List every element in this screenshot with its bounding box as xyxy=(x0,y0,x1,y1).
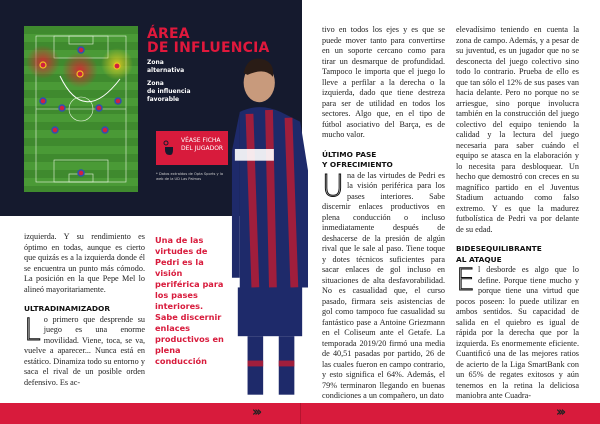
paragraph: El desborde es algo que lo define. Porque tiene mucho y porque tiene una virtud que pocos poseen: lo puede utilizar en ambos sentidos. Su capacidad de salida en el quiebro es igual de rápida por la derecha que por la izquierda. Es enormemente eficiente. Cuantificó una de las mejores ratios de acierto de la Liga SmartBank con un 65% de regates exitosos y aún tenemos en la retina la deliciosa maniobra ante Cuadra- xyxy=(456,265,579,400)
drop-cap: L xyxy=(24,314,41,346)
right-article-column-2 xyxy=(456,25,579,402)
section-heading: BIDESEQUILIBRANTE AL ATAQUE xyxy=(456,244,542,264)
tap-hand-icon xyxy=(162,140,174,156)
paragraph: Lo primero que desprende su juego es una enorme movilidad. Viene, toca, se va, vuelve a aparecer... Nunca está en estático. Dinamiza todo su entorno y saca el rival de un posible orden defensivo. Es ac- xyxy=(24,314,145,387)
player-profile-button[interactable] xyxy=(156,131,228,165)
cta-label: VÉASE FICHA DEL JUGADOR xyxy=(181,137,224,152)
influence-pitch-diagram xyxy=(24,26,138,192)
section-heading: ULTRADINAMIZADOR xyxy=(24,304,111,313)
page-fold xyxy=(300,403,301,424)
data-source-note: * Datos extraídos de Opta Sports y la web de la UD Las Palmas xyxy=(156,172,224,181)
paragraph: Una de las virtudes de Pedri es la visión periférica para los pases interiores. Sabe discernir enlaces productivos en plena conducción o incluso inmediatamente después de deshacerse de la presión de algún rival que le sale al paso. Tiene toque y dotes técnicos suficientes para sacar enlaces de gol incluso en situaciones de alta desfavorabilidad. No es casualidad que, el curso pasado, firmara seis asistencias de gol como tampoco fue casualidad su fantástico pase a Antoine Griezmann en el Coliseum ante el Getafe. La temporada 2019/20 firmó una media de 40,51 pasadas por partido, 26 de las cuales fueron en campo contrario, y esto significa el 64%. Además, el 79% terminaron llegando en buenas condiciones a un compañero, un dato xyxy=(322,170,445,400)
paragraph: tivo en todos los ejes y es que se puede mover tanto para convertirse en un soporte cercano como para tirar un desmarque de profundidad. Tampoco le importa que el juego lo lleve a perfilar a la derecha o la izquierda, dado que tiene destreza para ser de utilidad en todos los sectores. Algo que, en el tipo de fútbol asociativo del Barça, es de mucho valor. xyxy=(322,25,445,139)
next-chevrons-icon: ››› xyxy=(252,405,260,420)
legend-alternative-zone: Zona alternativa xyxy=(147,59,185,74)
drop-cap: E xyxy=(456,265,475,296)
legend-favorable-zone: Zona de influencia favorable xyxy=(147,80,191,103)
paragraph: elevadísimo teniendo en cuenta la zona de campo. Además, y a pesar de su juventud, es un jugador que no se desconecta del juego colectivo sino todo lo contrario. Prueba de ello es que tan sólo el 12% de sus pases van hacia delante. Pero no porque no se arriesgue, sino porque involucra también en la construcción del juego colectivo del equipo teniendo la calidad y la lectura del juego necesaria para saber cuándo el equipo se atasca en la elaboración y lo necesita para desbloquear. Un hecho que demostró con creces en su magnífico partido en el Juventus Stadium actuando como falso extremo. Y es que la madurez futbolística de Pedri va por delante de su edad. xyxy=(456,25,579,234)
right-article-column-1 xyxy=(322,25,445,402)
next-chevrons-icon: ››› xyxy=(556,405,564,420)
section-heading: ÚLTIMO PASE Y OFRECIMIENTO xyxy=(322,149,393,169)
paragraph: izquierda. Y su rendimiento es óptimo en todas, aunque es cierto que quizás es a la izquierda donde él se encuentra un punto más cómodo. La posición en la que Pepe Mel lo alineó mayoritariamente. xyxy=(24,232,145,294)
left-article-column xyxy=(24,232,145,388)
graphic-title: ÁREA DE INFLUENCIA xyxy=(147,26,270,56)
pull-quote: Una de las virtudes de Pedri es la visión periférica para los pases interiores. Sabe discernir enlaces productivos en plena conducción xyxy=(155,235,224,366)
player-photo xyxy=(230,50,308,403)
drop-cap: U xyxy=(322,170,344,202)
